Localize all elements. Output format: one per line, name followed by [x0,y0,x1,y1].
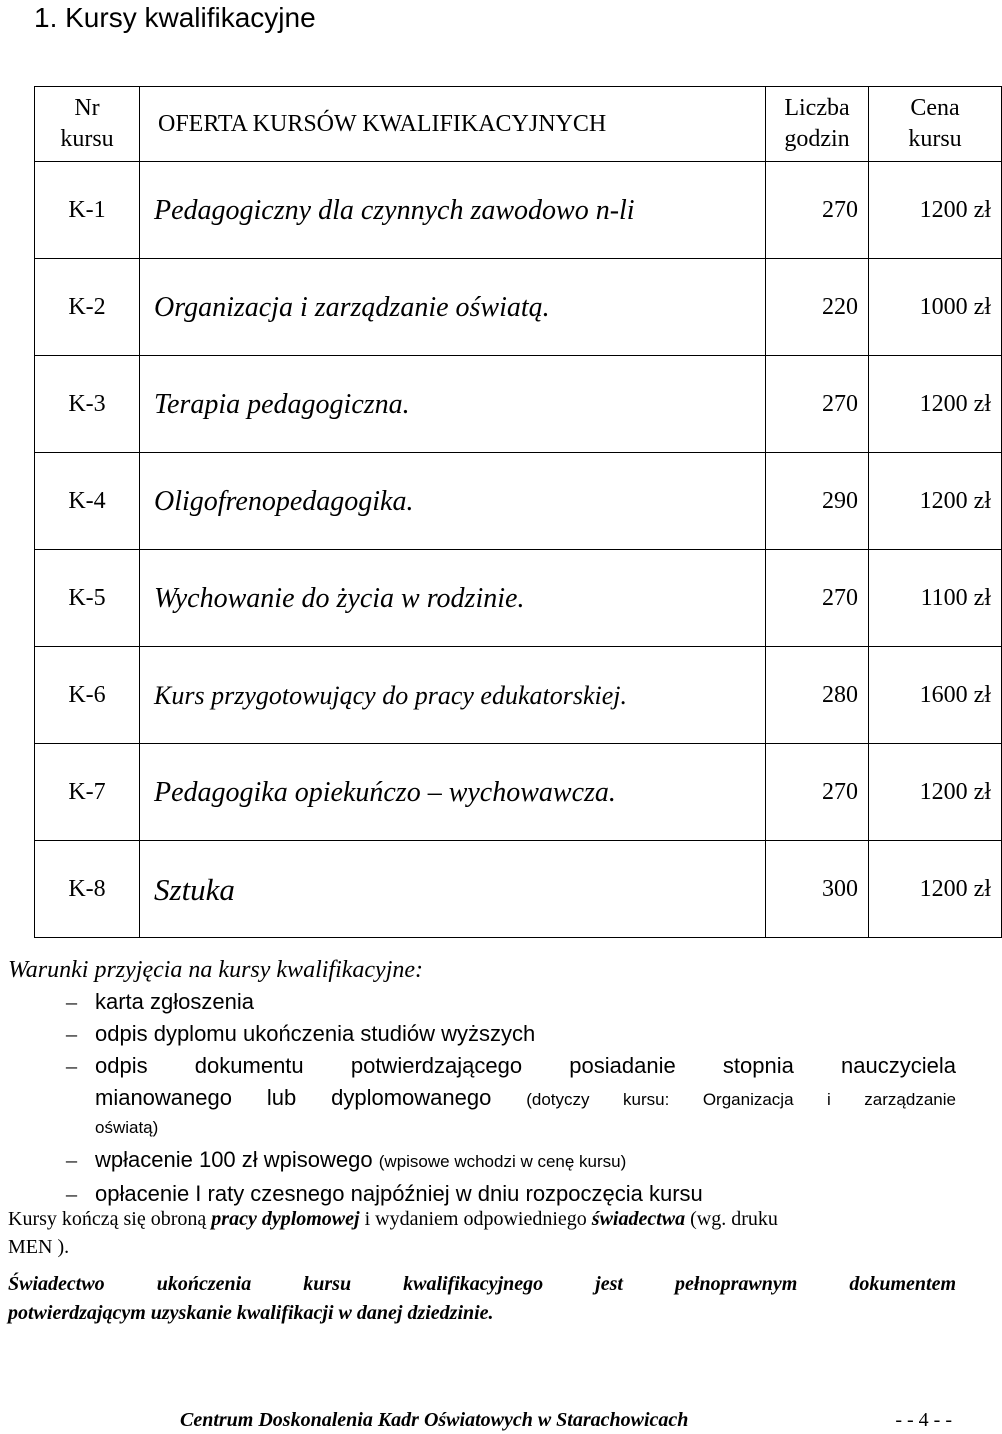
course-price: 1200 zł [869,356,1002,453]
course-price: 1200 zł [869,744,1002,841]
course-name: Kurs przygotowujący do pracy edukatorskiej. [140,647,766,744]
dash-bullet: – [66,989,77,1014]
course-hours: 290 [766,453,869,550]
dash-bullet: – [66,1147,77,1172]
course-price: 1600 zł [869,647,1002,744]
course-hours: 270 [766,550,869,647]
list-item: – karta zgłoszenia [8,986,956,1018]
list-item: – opłacenie I raty czesnego najpóźniej w dniu rozpoczęcia kursu [8,1178,956,1210]
course-number: K-5 [35,550,140,647]
header-hours: Liczba godzin [766,87,869,162]
dash-bullet: – [66,1181,77,1206]
table-row [35,259,1002,356]
course-name: Pedagogiczny dla czynnych zawodowo n-li [140,162,766,259]
conditions-title: Warunki przyjęcia na kursy kwalifikacyjne: [8,957,424,983]
course-number: K-4 [35,453,140,550]
course-number: K-8 [35,841,140,938]
course-price: 1100 zł [869,550,1002,647]
course-name: Pedagogika opiekuńczo – wychowawcza. [140,744,766,841]
list-item: – odpis dyplomu ukończenia studiów wyższych [8,1018,956,1050]
course-number: K-7 [35,744,140,841]
course-price: 1000 zł [869,259,1002,356]
course-number: K-2 [35,259,140,356]
table-row [35,356,1002,453]
dash-bullet: – [66,1021,77,1046]
course-hours: 280 [766,647,869,744]
table-header-row [35,87,1002,162]
header-course-number: Nr kursu [35,87,140,162]
courses-table [34,86,1002,938]
course-number: K-6 [35,647,140,744]
table-row [35,550,1002,647]
course-name: Oligofrenopedagogika. [140,453,766,550]
certificate-statement: Świadectwo ukończenia kursu kwalifikacyjnego jest pełnoprawnym dokumentem potwierdzającym uzyskanie kwalifikacji w danej dziedzinie. [8,1273,956,1324]
table-row [35,841,1002,938]
table-row [35,162,1002,259]
course-number: K-3 [35,356,140,453]
course-hours: 220 [766,259,869,356]
list-item: – wpłacenie 100 zł wpisowego (wpisowe wchodzi w cenę kursu) [8,1144,956,1178]
list-item: – odpis dokumentu potwierdzającego posiadanie stopnia nauczyciela mianowanego lub dyplomowanego (dotyczy kursu: Organizacja i zarządzanie [8,1050,956,1116]
course-price: 1200 zł [869,453,1002,550]
page-heading: 1. Kursy kwalifikacyjne [34,2,316,33]
page-footer [180,1406,956,1434]
course-price: 1200 zł [869,841,1002,938]
course-number: K-1 [35,162,140,259]
course-hours: 270 [766,744,869,841]
course-name: Wychowanie do życia w rodzinie. [140,550,766,647]
header-offer: OFERTA KURSÓW KWALIFIKACYJNYCH [140,87,766,162]
header-price: Cena kursu [869,87,1002,162]
table-row [35,744,1002,841]
course-name: Organizacja i zarządzanie oświatą. [140,259,766,356]
course-hours: 270 [766,356,869,453]
list-item-continuation: oświatą) [95,1118,159,1137]
page-number: - - 4 - - [895,1409,952,1431]
course-hours: 300 [766,841,869,938]
table-row [35,647,1002,744]
course-hours: 270 [766,162,869,259]
footer-institution: Centrum Doskonalenia Kadr Oświatowych w Starachowicach [180,1409,689,1431]
table-row [35,453,1002,550]
course-name: Terapia pedagogiczna. [140,356,766,453]
course-price: 1200 zł [869,162,1002,259]
dash-bullet: – [66,1053,77,1078]
admission-conditions [8,954,956,1210]
course-name: Sztuka [140,841,766,938]
course-completion-note: Kursy kończą się obroną pracy dyplomowej i wydaniem odpowiedniego świadectwa (wg. druku MEN ). [8,1208,778,1258]
